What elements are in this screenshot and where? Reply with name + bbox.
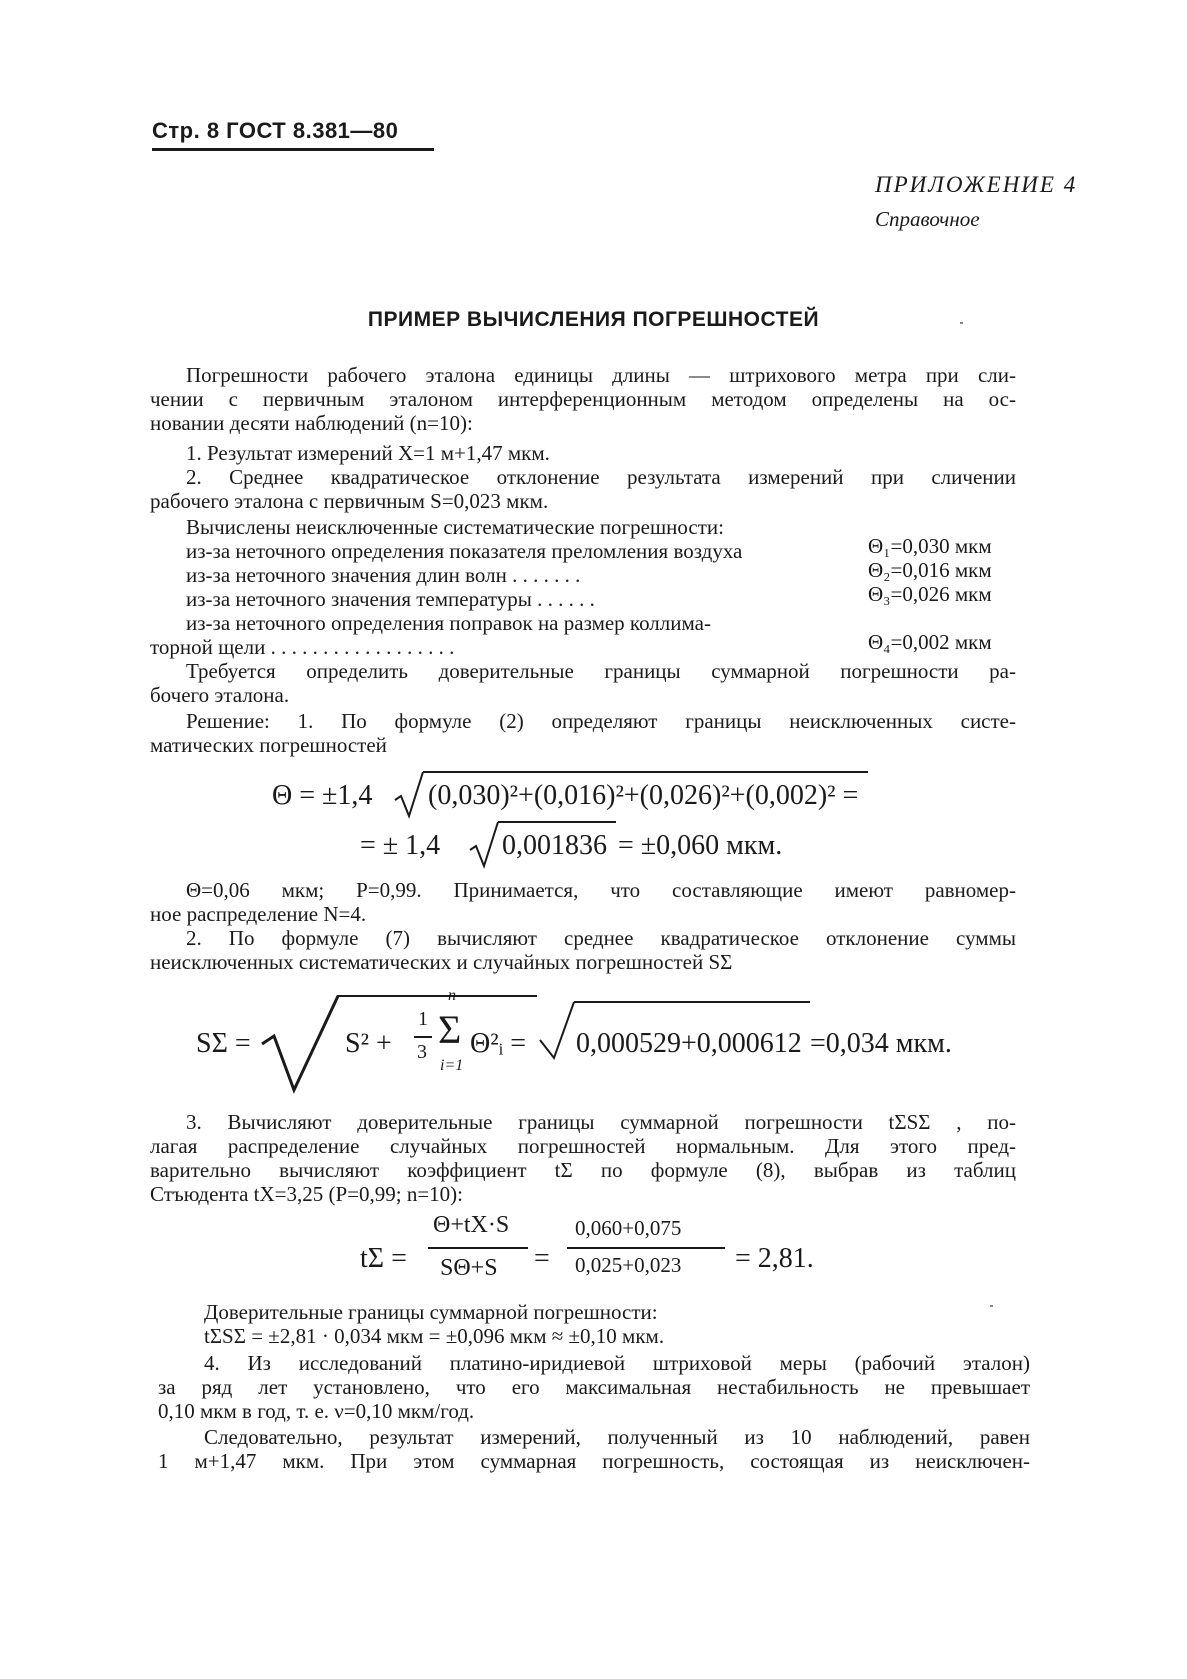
systematic-row-3-value: Θ₃=0,026 мкм bbox=[868, 582, 992, 606]
step-4-line-2: за ряд лет установлено, что его максимальная нестабильность не превышает bbox=[158, 1375, 1030, 1399]
systematic-intro: Вычислены неисключенные систематические погрешности: bbox=[186, 515, 724, 539]
formula-1-lhs: Θ = ±1,4 bbox=[272, 780, 373, 811]
formula-3-num-1: Θ+tX·S bbox=[433, 1212, 510, 1238]
formula-2-frac-den: 3 bbox=[417, 1041, 427, 1063]
confidence-line-1: Доверительные границы суммарной погрешности: bbox=[204, 1300, 658, 1324]
radical-sign-1 bbox=[395, 770, 425, 818]
item-2-line-1: 2. Среднее квадратическое отклонение результата измерений при сличении bbox=[186, 465, 1016, 489]
systematic-row-4-line-1: из-за неточного определения поправок на размер коллима- bbox=[186, 611, 711, 635]
step-4-line-5: 1 м+1,47 мкм. При этом суммарная погрешность, состоящая из неисключен- bbox=[158, 1449, 1030, 1473]
radical-bar-2 bbox=[498, 821, 616, 823]
formula-2-sigma-top: n bbox=[448, 987, 456, 1004]
formula-3-eq: = bbox=[534, 1243, 550, 1274]
formula-2-frac-bar bbox=[414, 1036, 432, 1038]
intro-line-3: новании десяти наблюдений (n=10): bbox=[150, 411, 473, 435]
radical-sign-4 bbox=[540, 1000, 576, 1060]
formula-1-radicand: (0,030)²+(0,016)²+(0,026)²+(0,002)² = bbox=[428, 780, 859, 811]
radical-bar-4 bbox=[574, 1001, 810, 1003]
intro-line-2: чении с первичным эталоном интерференционным методом определены на ос- bbox=[150, 387, 1016, 411]
step-3-line-3: варительно вычисляют коэффициент tΣ по формуле (8), выбрав из таблиц bbox=[150, 1158, 1016, 1182]
formula-2-frac-num: 1 bbox=[418, 1008, 428, 1030]
formula-1-line2-radicand: 0,001836 bbox=[502, 830, 607, 861]
formula-2-lhs: SΣ = bbox=[196, 1028, 251, 1059]
formula-3-frac-bar-1 bbox=[428, 1247, 528, 1249]
step-4-line-3: 0,10 мкм в год, т. е. ν=0,10 мкм/год. bbox=[158, 1399, 475, 1423]
formula-1-line2-result: = ±0,060 мкм. bbox=[618, 830, 783, 861]
appendix-label: ПРИЛОЖЕНИЕ 4 bbox=[875, 172, 1078, 197]
step-3-line-2: лагая распределение случайных погрешностей нормальным. Для этого пред- bbox=[150, 1134, 1016, 1158]
formula-3-num-2: 0,060+0,075 bbox=[575, 1216, 682, 1240]
after-formula-1-line-2: ное распределение N=4. bbox=[150, 902, 367, 926]
confidence-line-2: tΣSΣ = ±2,81 · 0,034 мкм = ±0,096 мкм ≈ ±0,10 мкм. bbox=[204, 1324, 665, 1348]
intro-line-1: Погрешности рабочего эталона единицы длины — штрихового метра при сли- bbox=[186, 363, 1016, 387]
step-4-line-1: 4. Из исследований платино-иридиевой штриховой меры (рабочий эталон) bbox=[204, 1351, 1030, 1375]
systematic-row-2-text: из-за неточного значения длин волн . . . . . . . bbox=[186, 563, 581, 587]
scan-speck bbox=[960, 322, 963, 324]
solution-line-1: Решение: 1. По формуле (2) определяют границы неисключенных систе- bbox=[186, 709, 1016, 733]
systematic-row-1-text: из-за неточного определения показателя преломления воздуха bbox=[186, 539, 743, 563]
after-formula-1-line-1: Θ=0,06 мкм; P=0,99. Принимается, что составляющие имеют равномер- bbox=[186, 878, 1016, 902]
systematic-row-4-value: Θ₄=0,002 мкм bbox=[868, 630, 992, 654]
requirement-line-1: Требуется определить доверительные границы суммарной погрешности ра- bbox=[186, 659, 1016, 683]
systematic-row-2-value: Θ₂=0,016 мкм bbox=[868, 558, 992, 582]
systematic-row-4-line-2: торной щели . . . . . . . . . . . . . . . . . . bbox=[150, 635, 455, 659]
formula-2-s2: S² + bbox=[345, 1028, 392, 1059]
step-3-line-1: 3. Вычисляют доверительные границы суммарной погрешности tΣSΣ , по- bbox=[186, 1110, 1016, 1134]
formula-2-radicand: 0,000529+0,000612 bbox=[576, 1028, 802, 1059]
page-header: Стр. 8 ГОСТ 8.381—80 bbox=[152, 118, 399, 143]
scan-speck bbox=[990, 1305, 993, 1307]
formula-1-line2-prefix: = ± 1,4 bbox=[360, 830, 441, 861]
radical-bar-3 bbox=[337, 995, 537, 997]
item-2-line-2: рабочего эталона с первичным S=0,023 мкм. bbox=[150, 489, 549, 513]
formula-2-theta: Θ²ᵢ = bbox=[470, 1028, 526, 1059]
formula-3-den-2: 0,025+0,023 bbox=[575, 1253, 682, 1277]
page-title: ПРИМЕР ВЫЧИСЛЕНИЯ ПОГРЕШНОСТЕЙ bbox=[367, 308, 820, 331]
formula-2-sigma-bottom: i=1 bbox=[440, 1057, 464, 1074]
formula-3-frac-bar-2 bbox=[567, 1247, 725, 1249]
formula-2-result: =0,034 мкм. bbox=[810, 1028, 952, 1059]
appendix-type: Справочное bbox=[875, 207, 980, 231]
systematic-row-3-text: из-за неточного значения температуры . . . . . . bbox=[186, 587, 595, 611]
step-4-line-4: Следовательно, результат измерений, полученный из 10 наблюдений, равен bbox=[204, 1425, 1030, 1449]
formula-3-lhs: tΣ = bbox=[360, 1243, 407, 1274]
header-rule bbox=[152, 148, 434, 151]
radical-sign-2 bbox=[470, 820, 500, 868]
formula-2-sigma: Σ bbox=[438, 1007, 462, 1052]
radical-bar-1 bbox=[423, 771, 868, 773]
after-formula-1-line-3: 2. По формуле (7) вычисляют среднее квадратическое отклонение суммы bbox=[186, 926, 1016, 950]
systematic-row-1-value: Θ₁=0,030 мкм bbox=[868, 534, 992, 558]
radical-sign-3 bbox=[262, 994, 342, 1094]
item-1: 1. Результат измерений X=1 м+1,47 мкм. bbox=[186, 441, 550, 465]
requirement-line-2: бочего эталона. bbox=[150, 683, 290, 707]
after-formula-1-line-4: неисключенных систематических и случайных погрешностей SΣ bbox=[150, 950, 733, 974]
formula-3-den-1: SΘ+S bbox=[440, 1255, 498, 1281]
solution-line-2: матических погрешностей bbox=[150, 733, 387, 757]
step-3-line-4: Стъюдента tX=3,25 (P=0,99; n=10): bbox=[150, 1182, 464, 1206]
formula-3-result: = 2,81. bbox=[735, 1243, 814, 1274]
